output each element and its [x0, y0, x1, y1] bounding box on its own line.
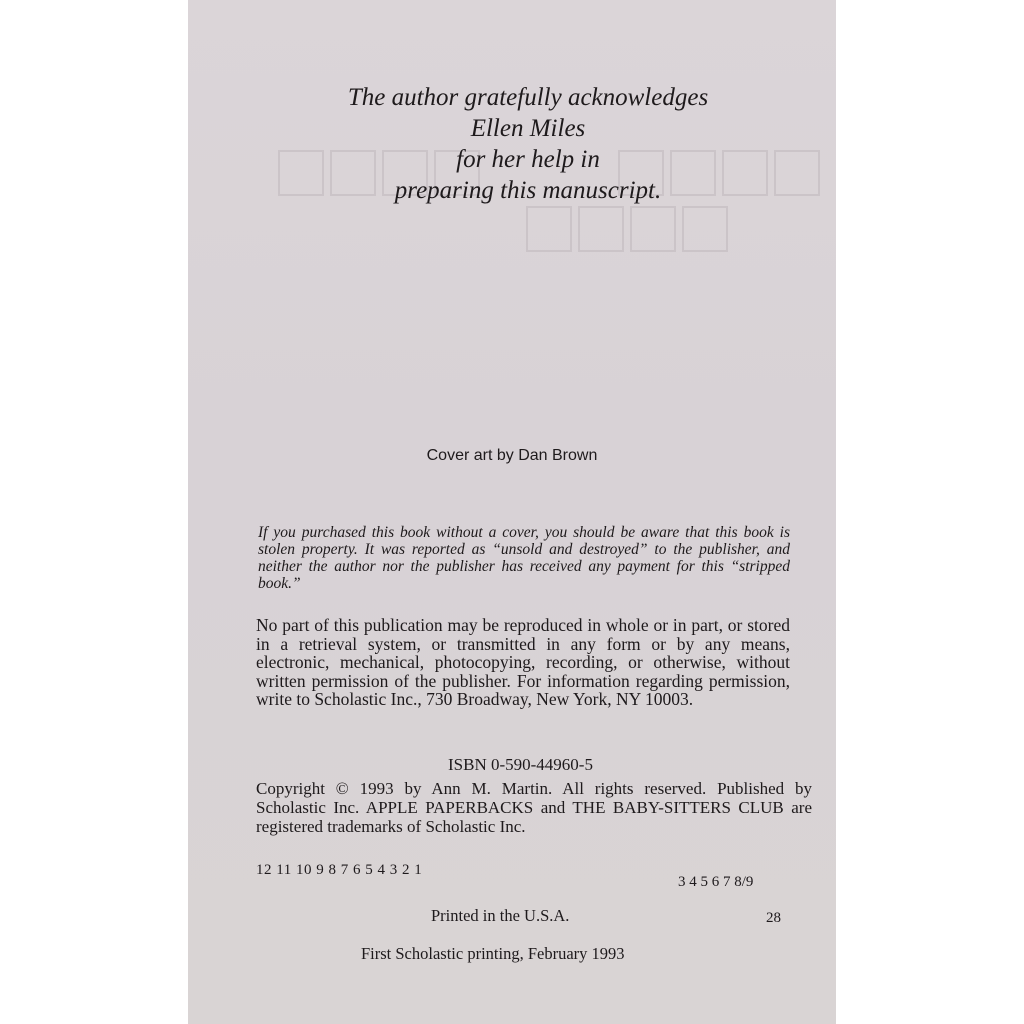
printing-number-line: 12 11 10 9 8 7 6 5 4 3 2 1 — [256, 862, 423, 878]
stripped-book-notice: If you purchased this book without a cover, you should be aware that this book is stolen property. It was reported as “unsold and destroyed” to the publisher, and neither the author nor the publisher has received any payment for this “stripped book.” — [258, 524, 790, 592]
print-code: 28 — [766, 910, 781, 926]
isbn: ISBN 0-590-44960-5 — [448, 755, 593, 774]
ack-line: preparing this manuscript. — [394, 177, 662, 204]
cover-credit: Cover art by Dan Brown — [426, 447, 598, 464]
ack-line: The author gratefully acknowledges — [347, 84, 709, 111]
first-printing: First Scholastic printing, February 1993 — [361, 944, 625, 963]
copyright-page — [188, 0, 836, 1024]
ack-line: for her help in — [456, 146, 600, 173]
year-number-line: 3 4 5 6 7 8/9 — [678, 874, 754, 890]
copyright-notice: Copyright © 1993 by Ann M. Martin. All rights reserved. Published by Scholastic Inc. APPLE PAPERBACKS and THE BABY-SITTERS CLUB are registered trademarks of Scholastic Inc. — [256, 779, 812, 836]
acknowledgment — [288, 82, 768, 206]
ack-line: Ellen Miles — [470, 115, 586, 142]
printed-in: Printed in the U.S.A. — [431, 906, 570, 925]
rights-notice: No part of this publication may be reproduced in whole or in part, or stored in a retrieval system, or transmitted in any form or by any means, electronic, mechanical, photocopying, recording, or otherwise, without written permission of the publisher. For information regarding permission, write to Scholastic Inc., 730 Broadway, New York, NY 10003. — [256, 615, 790, 709]
